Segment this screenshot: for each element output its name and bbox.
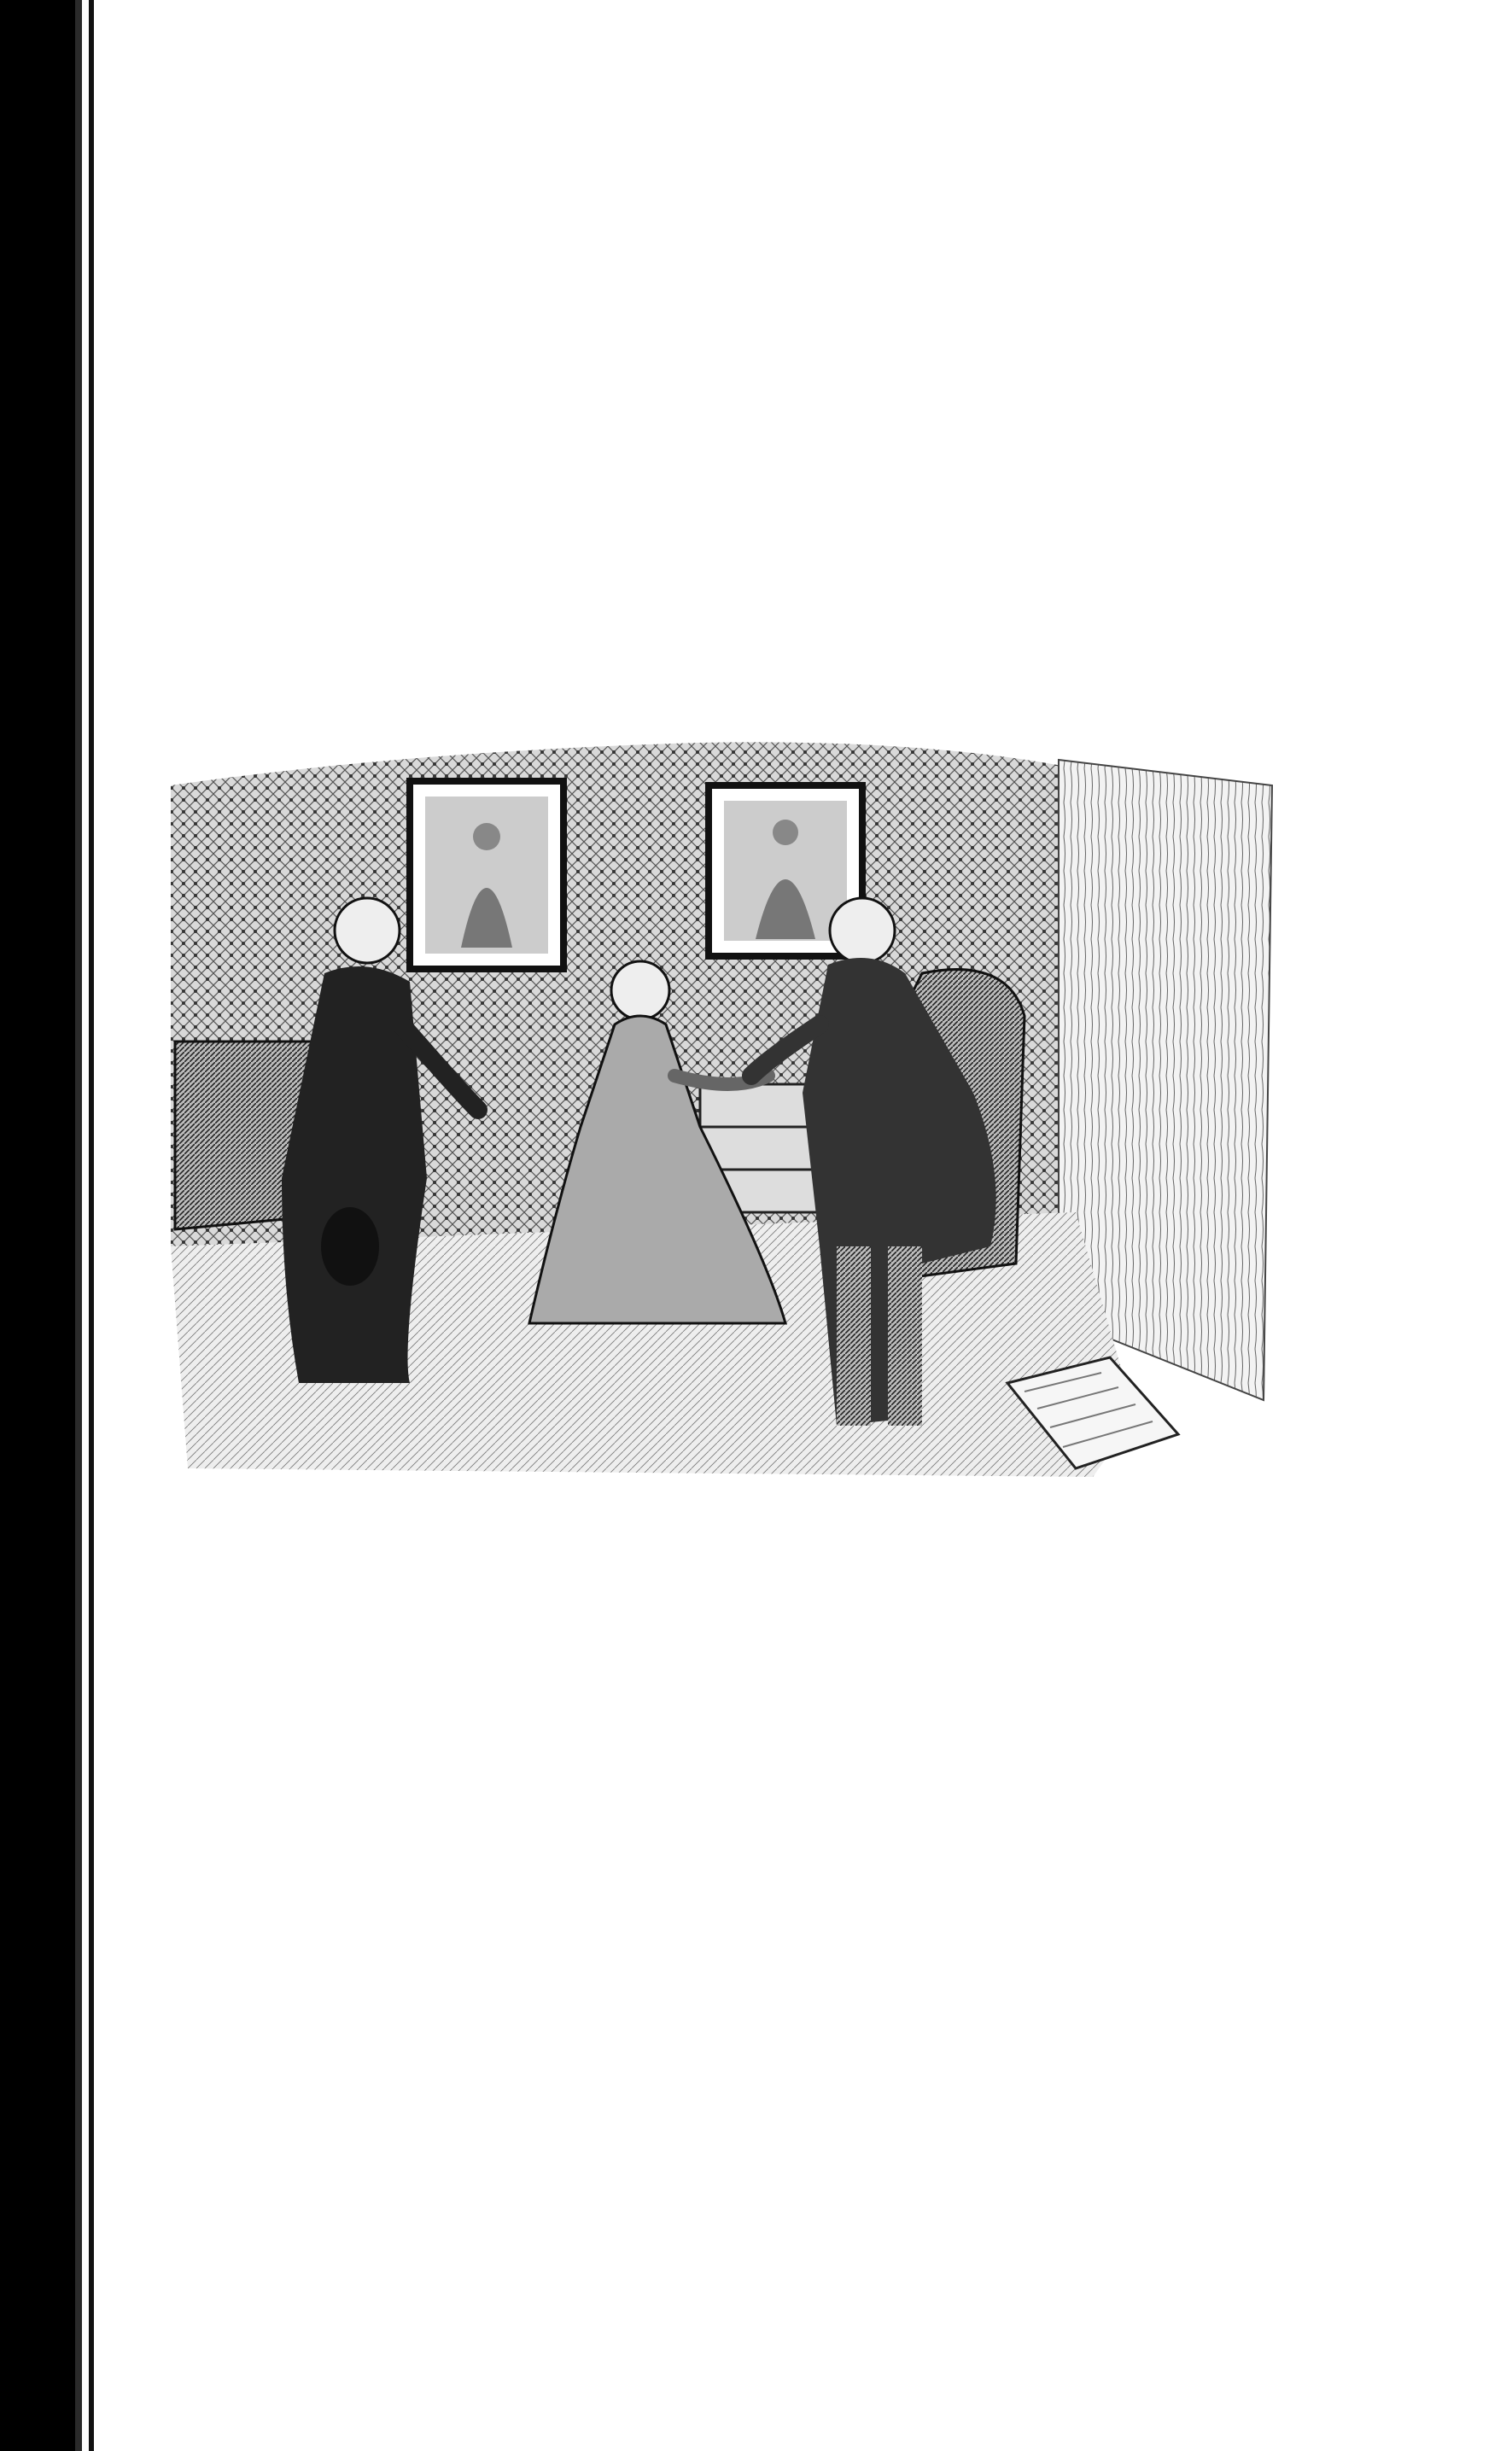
text-block-top xyxy=(128,229,1332,690)
text-line xyxy=(128,229,1332,275)
text-line xyxy=(128,1742,1332,1788)
text-line xyxy=(128,1695,1332,1742)
text-block-bottom xyxy=(128,1511,1332,2249)
text-line xyxy=(128,1834,1332,1880)
text-line xyxy=(128,1788,1332,1834)
text-line xyxy=(128,413,1332,459)
text-line xyxy=(128,1972,1332,2018)
text-line xyxy=(128,551,1332,598)
text-line xyxy=(128,2156,1332,2203)
engraving-illustration xyxy=(154,734,1289,1485)
text-line xyxy=(128,1603,1332,1649)
text-line xyxy=(128,321,1332,367)
text-line xyxy=(128,1926,1332,1972)
text-line xyxy=(128,367,1332,413)
text-line xyxy=(128,275,1332,321)
text-line xyxy=(128,1557,1332,1603)
text-line xyxy=(128,459,1332,505)
text-line xyxy=(128,505,1332,551)
text-line xyxy=(128,1511,1332,1557)
text-line xyxy=(128,2064,1332,2110)
text-line xyxy=(128,598,1332,644)
text-line xyxy=(128,644,1332,690)
portrait-left xyxy=(410,781,563,969)
text-line xyxy=(128,2110,1332,2156)
text-line xyxy=(128,1649,1332,1695)
text-line xyxy=(128,1880,1332,1926)
book-gutter xyxy=(0,0,102,2451)
text-line xyxy=(128,2018,1332,2064)
text-line xyxy=(128,2203,1332,2249)
